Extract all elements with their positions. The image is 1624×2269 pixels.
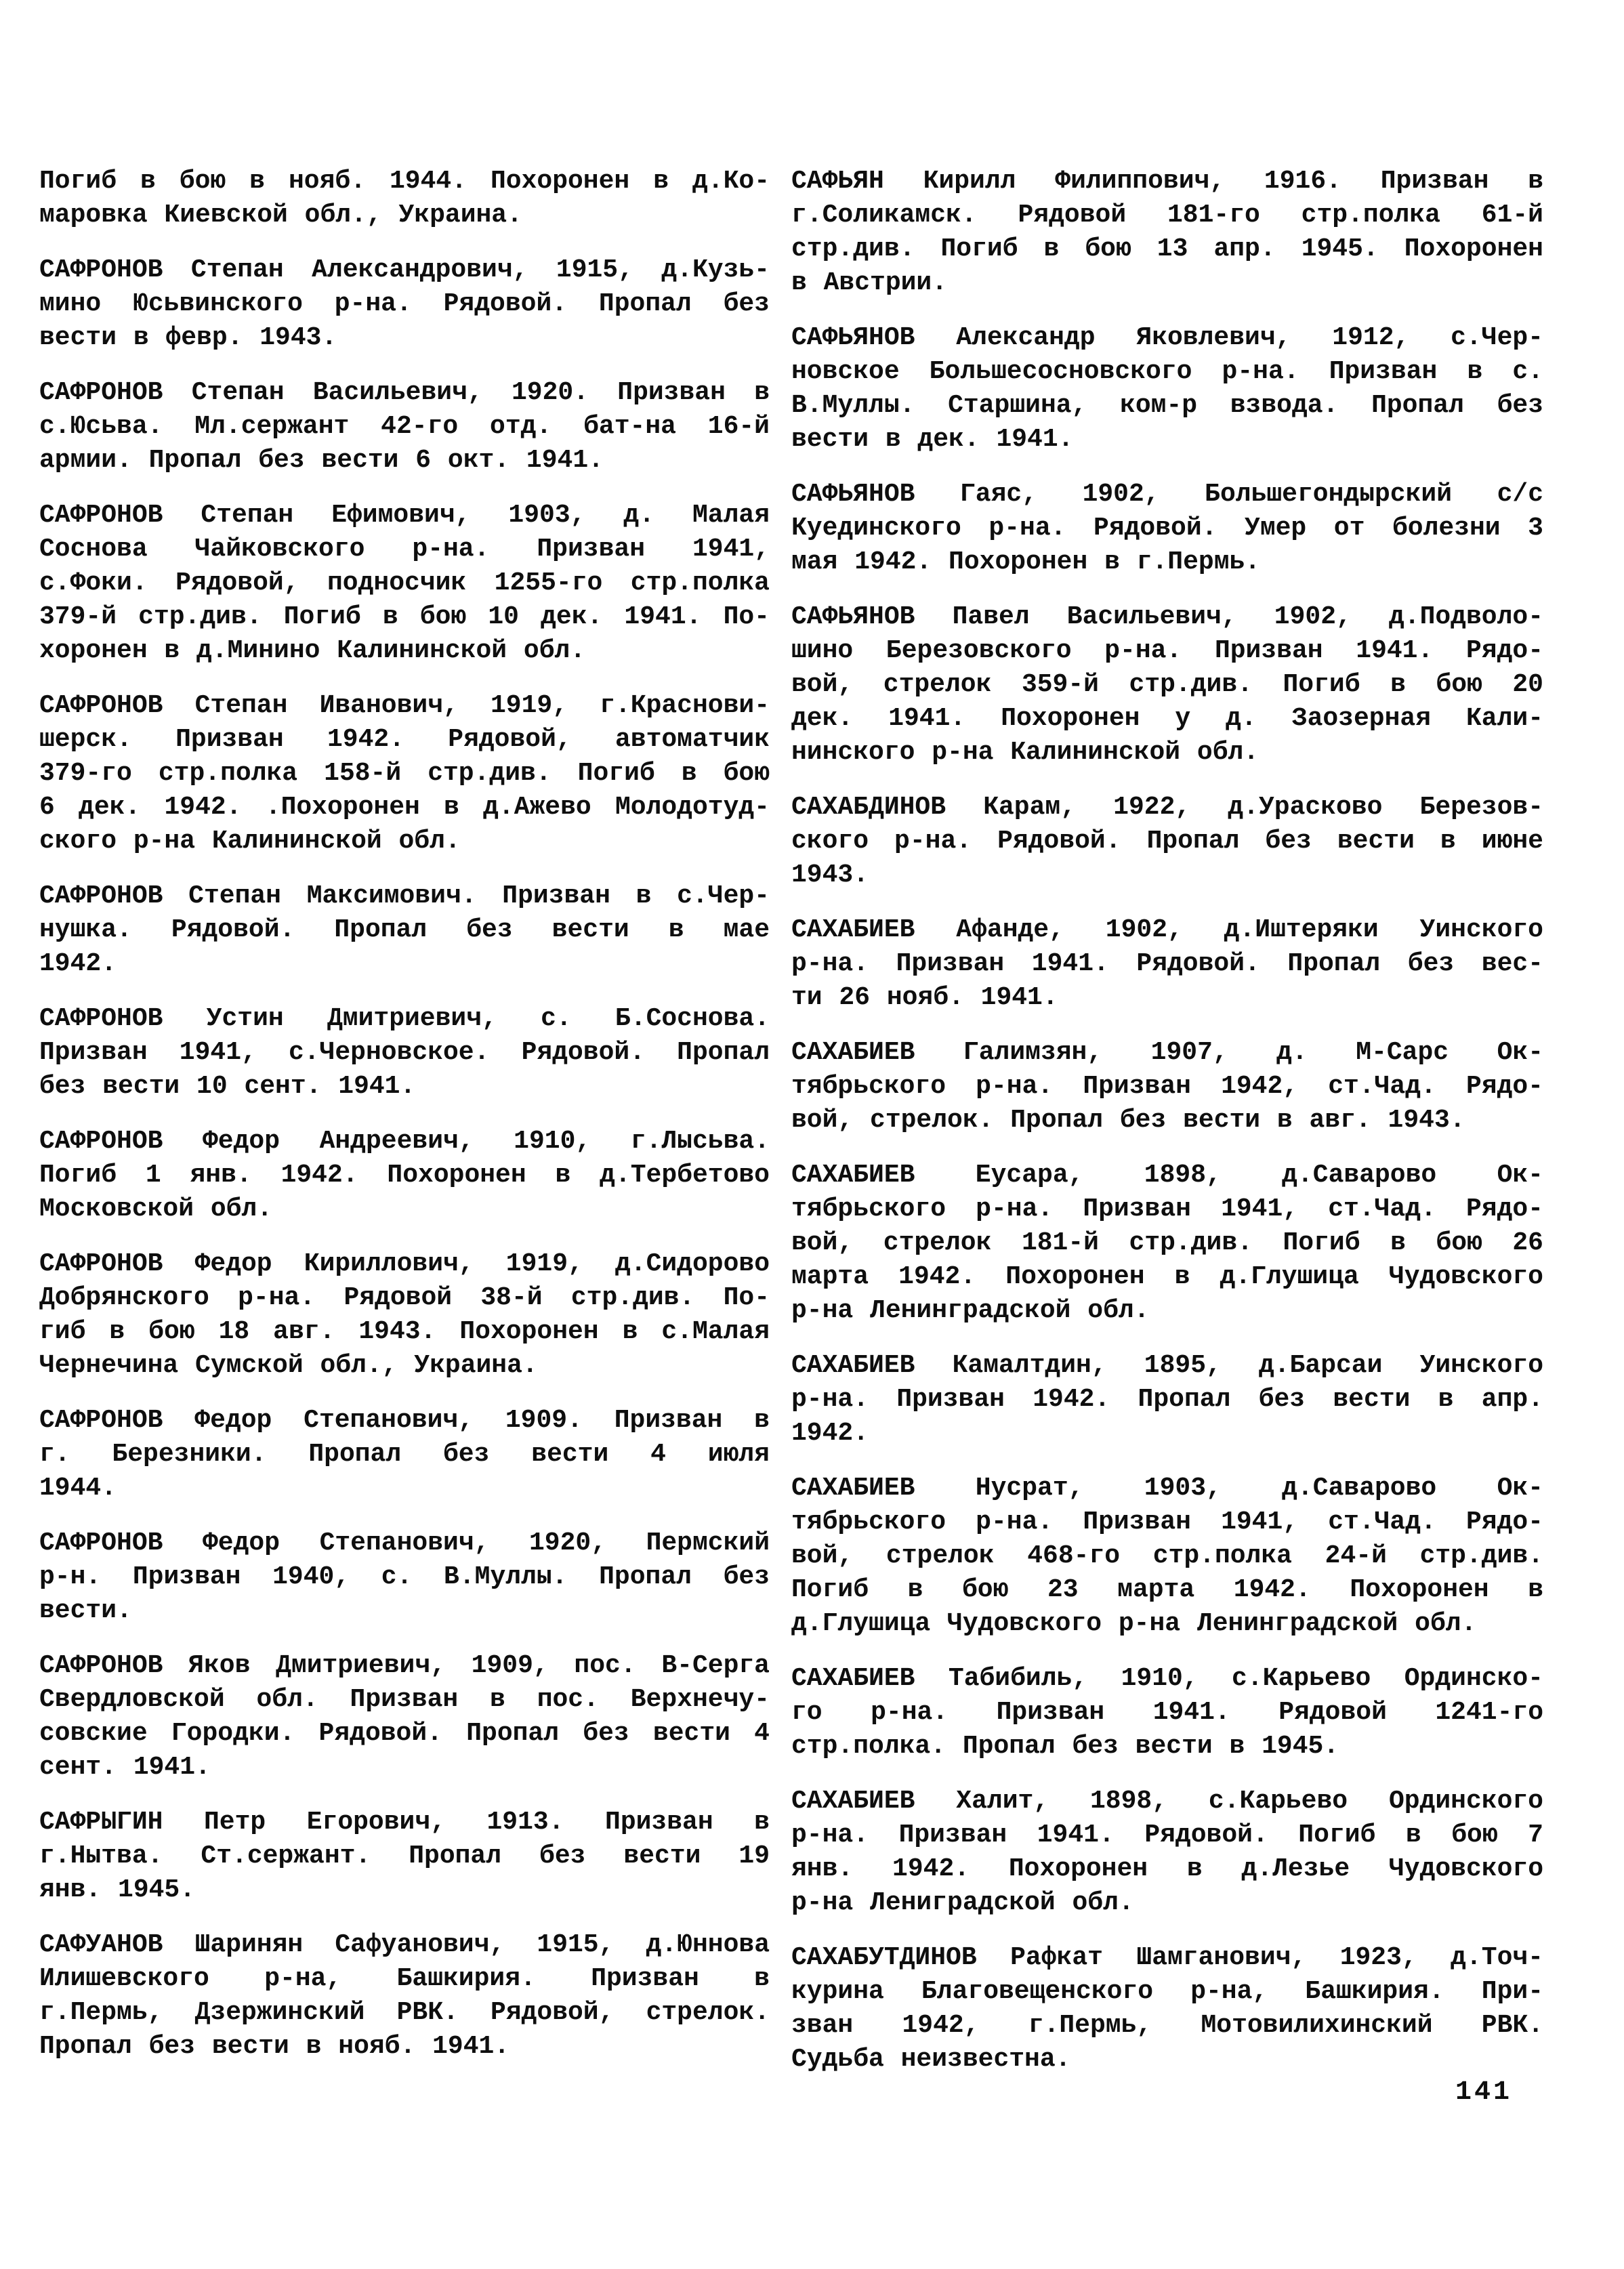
right-column — [791, 165, 1543, 2077]
entry-line: САХАБИЕВ Табибиль, 1910, с.Карьево Ординско- — [791, 1664, 1543, 1693]
entry-line: 1944. — [39, 1474, 117, 1503]
entry-line: мино Юсьвинского р-на. Рядовой. Пропал без — [39, 289, 770, 318]
entry-line: 1943. — [791, 860, 869, 890]
entry-line: р-н. Призван 1940, с. В.Муллы. Пропал без — [39, 1562, 770, 1591]
entry-line: САХАБУТДИНОВ Рафкат Шамганович, 1923, д.Точ- — [791, 1943, 1543, 1972]
entry-line: р-на. Призван 1941. Рядовой. Пропал без вес- — [791, 949, 1543, 978]
entry-line: совские Городки. Рядовой. Пропал без вести 4 — [39, 1719, 770, 1748]
entry-line: Добрянского р-на. Рядовой 38-й стр.див. По- — [39, 1283, 770, 1312]
entry-line: Свердловской обл. Призван в пос. Верхнечу- — [39, 1685, 770, 1714]
entry-line: с.Фоки. Рядовой, подносчик 1255-го стр.полка — [39, 568, 770, 598]
entry-line: дек. 1941. Похоронен у д. Заозерная Кали- — [791, 704, 1543, 733]
memorial-entry — [791, 1785, 1543, 1920]
entry-line: нушка. Рядовой. Пропал без вести в мае — [39, 915, 770, 944]
entry-line: САФЬЯНОВ Александр Яковлевич, 1912, с.Чер- — [791, 323, 1543, 352]
entry-line: вой, стрелок 468-го стр.полка 24-й стр.див. — [791, 1541, 1543, 1570]
entry-line: курина Благовещенского р-на, Башкирия. При- — [791, 1977, 1543, 2006]
page-number: 141 — [1455, 2077, 1513, 2108]
entry-line: ского р-на. Рядовой. Пропал без вести в июне — [791, 827, 1543, 856]
memorial-entry — [39, 1649, 770, 1785]
entry-line: стр.полка. Пропал без вести в 1945. — [791, 1732, 1339, 1761]
entry-line: 379-й стр.див. Погиб в бою 10 дек. 1941. По- — [39, 602, 770, 631]
entry-line: Пропал без вести в нояб. 1941. — [39, 2032, 510, 2061]
entry-line: САФРОНОВ Степан Максимович. Призван в с.Чер- — [39, 881, 770, 911]
memorial-entry — [39, 165, 770, 232]
entry-line: Погиб 1 янв. 1942. Похоронен в д.Тербетово — [39, 1161, 770, 1190]
entry-line: САФРОНОВ Федор Андреевич, 1910, г.Лысьва. — [39, 1127, 770, 1156]
entry-line: хоронен в д.Минино Калининской обл. — [39, 636, 586, 665]
memorial-entry — [791, 165, 1543, 300]
entry-line: вой, стрелок. Пропал без вести в авг. 1943. — [791, 1106, 1465, 1135]
entry-line: САХАБИЕВ Нусрат, 1903, д.Саварово Ок- — [791, 1474, 1543, 1503]
entry-line: г.Нытва. Ст.сержант. Пропал без вести 19 — [39, 1841, 770, 1871]
entry-line: шерск. Призван 1942. Рядовой, автоматчик — [39, 725, 770, 754]
entry-line: с.Юсьва. Мл.сержант 42-го отд. бат-на 16-й — [39, 412, 770, 441]
entry-line: Призван 1941, с.Черновское. Рядовой. Пропал — [39, 1038, 770, 1067]
memorial-entry — [39, 1526, 770, 1628]
entry-line: САФЬЯНОВ Гаяс, 1902, Большегондырский с/с — [791, 480, 1543, 509]
entry-line: мая 1942. Похоронен в г.Пермь. — [791, 547, 1261, 577]
entry-line: САФРОНОВ Степан Александрович, 1915, д.Кузь- — [39, 255, 770, 285]
entry-line: САФРОНОВ Федор Кириллович, 1919, д.Сидорово — [39, 1249, 770, 1278]
entry-line: тябрьского р-на. Призван 1941, ст.Чад. Рядо- — [791, 1507, 1543, 1537]
entry-line: Соснова Чайковского р-на. Призван 1941, — [39, 535, 770, 564]
memorial-entry — [39, 376, 770, 478]
memorial-entry — [39, 879, 770, 981]
entry-line: САФРОНОВ Степан Ефимович, 1903, д. Малая — [39, 501, 770, 530]
entry-line: САХАБИЕВ Галимзян, 1907, д. М-Сарс Ок- — [791, 1038, 1543, 1067]
entry-line: 1942. — [791, 1419, 869, 1448]
entry-line: Чернечина Сумской обл., Украина. — [39, 1351, 538, 1380]
memorial-entry — [791, 1349, 1543, 1451]
entry-line: САХАБИЕВ Еусара, 1898, д.Саварово Ок- — [791, 1161, 1543, 1190]
entry-line: тябрьского р-на. Призван 1942, ст.Чад. Рядо- — [791, 1072, 1543, 1101]
entry-line: р-на. Призван 1942. Пропал без вести в апр. — [791, 1385, 1543, 1414]
entry-line: маровка Киевской обл., Украина. — [39, 201, 522, 230]
entry-line: Московской обл. — [39, 1194, 273, 1224]
entry-line: САФЬЯН Кирилл Филиппович, 1916. Призван в — [791, 167, 1543, 196]
entry-line: САХАБИЕВ Халит, 1898, с.Карьево Ординского — [791, 1787, 1543, 1816]
entry-line: вой, стрелок 359-й стр.див. Погиб в бою 20 — [791, 670, 1543, 699]
entry-line: зван 1942, г.Пермь, Мотовилихинский РВК. — [791, 2011, 1543, 2040]
entry-line: В.Муллы. Старшина, ком-р взвода. Пропал без — [791, 391, 1543, 420]
entry-line: стр.див. Погиб в бою 13 апр. 1945. Похоронен — [791, 234, 1543, 264]
entry-line: Куединского р-на. Рядовой. Умер от болезни 3 — [791, 514, 1543, 543]
entry-line: вести в февр. 1943. — [39, 323, 337, 352]
entry-line: САХАБИЕВ Камалтдин, 1895, д.Барсаи Уинского — [791, 1351, 1543, 1380]
entry-line: р-на. Призван 1941. Рядовой. Погиб в бою 7 — [791, 1820, 1543, 1850]
entry-line: 6 дек. 1942. .Похоронен в д.Ажево Молодотуд- — [39, 793, 770, 822]
memorial-entry — [791, 1662, 1543, 1764]
entry-line: 1942. — [39, 949, 117, 978]
entry-line: Погиб в бою в нояб. 1944. Похоронен в д.Ко- — [39, 167, 770, 196]
entry-line: д.Глушица Чудовского р-на Ленинградской обл. — [791, 1609, 1477, 1638]
entry-line: без вести 10 сент. 1941. — [39, 1072, 416, 1101]
left-column — [39, 165, 770, 2064]
memorial-entry — [791, 478, 1543, 579]
entry-line: САФРОНОВ Степан Иванович, 1919, г.Краснови- — [39, 691, 770, 720]
entry-line: САФРОНОВ Степан Васильевич, 1920. Призван в — [39, 378, 770, 407]
entry-line: ти 26 нояб. 1941. — [791, 983, 1058, 1012]
entry-line: Илишевского р-на, Башкирия. Призван в — [39, 1964, 770, 1993]
entry-line: САФРОНОВ Устин Дмитриевич, с. Б.Соснова. — [39, 1004, 770, 1033]
entry-line: САФРОНОВ Федор Степанович, 1909. Призван в — [39, 1406, 770, 1435]
entry-line: 379-го стр.полка 158-й стр.див. Погиб в бою — [39, 759, 770, 788]
memorial-entry — [39, 253, 770, 355]
memorial-entry — [791, 791, 1543, 892]
entry-line: р-на Лениградской обл. — [791, 1888, 1134, 1917]
entry-line: новское Большесосновского р-на. Призван в с. — [791, 357, 1543, 386]
memorial-entry — [39, 1247, 770, 1383]
entry-line: шино Березовского р-на. Призван 1941. Рядо- — [791, 636, 1543, 665]
memorial-entry — [791, 1472, 1543, 1641]
entry-line: сент. 1941. — [39, 1753, 211, 1782]
memorial-entry — [791, 1159, 1543, 1328]
memorial-entry — [791, 1036, 1543, 1138]
entry-line: тябрьского р-на. Призван 1941, ст.Чад. Рядо- — [791, 1194, 1543, 1224]
memorial-entry — [791, 913, 1543, 1015]
entry-line: го р-на. Призван 1941. Рядовой 1241-го — [791, 1698, 1543, 1727]
entry-line: в Австрии. — [791, 268, 948, 297]
entry-line: г.Пермь, Дзержинский РВК. Рядовой, стрелок. — [39, 1998, 770, 2027]
entry-line: вести в дек. 1941. — [791, 425, 1074, 454]
entry-line: вести. — [39, 1596, 132, 1625]
entry-line: САФРОНОВ Федор Степанович, 1920, Пермский — [39, 1528, 770, 1558]
entry-line: р-на Ленинградской обл. — [791, 1296, 1150, 1325]
memorial-entry — [39, 1002, 770, 1104]
entry-line: янв. 1942. Похоронен в д.Лезье Чудовского — [791, 1854, 1543, 1883]
entry-line: ского р-на Калининской обл. — [39, 827, 461, 856]
entry-line: САХАБДИНОВ Карам, 1922, д.Урасково Березов- — [791, 793, 1543, 822]
entry-line: САХАБИЕВ Афанде, 1902, д.Иштеряки Уинского — [791, 915, 1543, 944]
entry-line: вой, стрелок 181-й стр.див. Погиб в бою 26 — [791, 1228, 1543, 1257]
entry-line: САФРОНОВ Яков Дмитриевич, 1909, пос. В-Серга — [39, 1651, 770, 1680]
entry-line: гиб в бою 18 авг. 1943. Похоронен в с.Малая — [39, 1317, 770, 1346]
memorial-entry — [39, 689, 770, 858]
entry-line: САФЬЯНОВ Павел Васильевич, 1902, д.Подволо- — [791, 602, 1543, 631]
entry-line: янв. 1945. — [39, 1875, 196, 1904]
entry-line: САФУАНОВ Шаринян Сафуанович, 1915, д.Юннова — [39, 1930, 770, 1959]
memorial-entry — [39, 1125, 770, 1226]
entry-line: Судьба неизвестна. — [791, 2045, 1071, 2074]
entry-line: г. Березники. Пропал без вести 4 июля — [39, 1440, 770, 1469]
entry-line: нинского р-на Калининской обл. — [791, 738, 1259, 767]
memorial-entry — [39, 499, 770, 668]
memorial-entry — [39, 1928, 770, 2064]
entry-line: армии. Пропал без вести 6 окт. 1941. — [39, 446, 604, 475]
entry-line: марта 1942. Похоронен в д.Глушица Чудовского — [791, 1262, 1543, 1291]
entry-line: Погиб в бою 23 марта 1942. Похоронен в — [791, 1575, 1543, 1604]
memorial-entry — [39, 1404, 770, 1505]
memorial-entry — [791, 600, 1543, 770]
entry-line: САФРЫГИН Петр Егорович, 1913. Призван в — [39, 1808, 770, 1837]
memorial-entry — [791, 1941, 1543, 2077]
memorial-entry — [791, 321, 1543, 457]
entry-line: г.Соликамск. Рядовой 181-го стр.полка 61-й — [791, 201, 1543, 230]
memorial-entry — [39, 1806, 770, 1907]
